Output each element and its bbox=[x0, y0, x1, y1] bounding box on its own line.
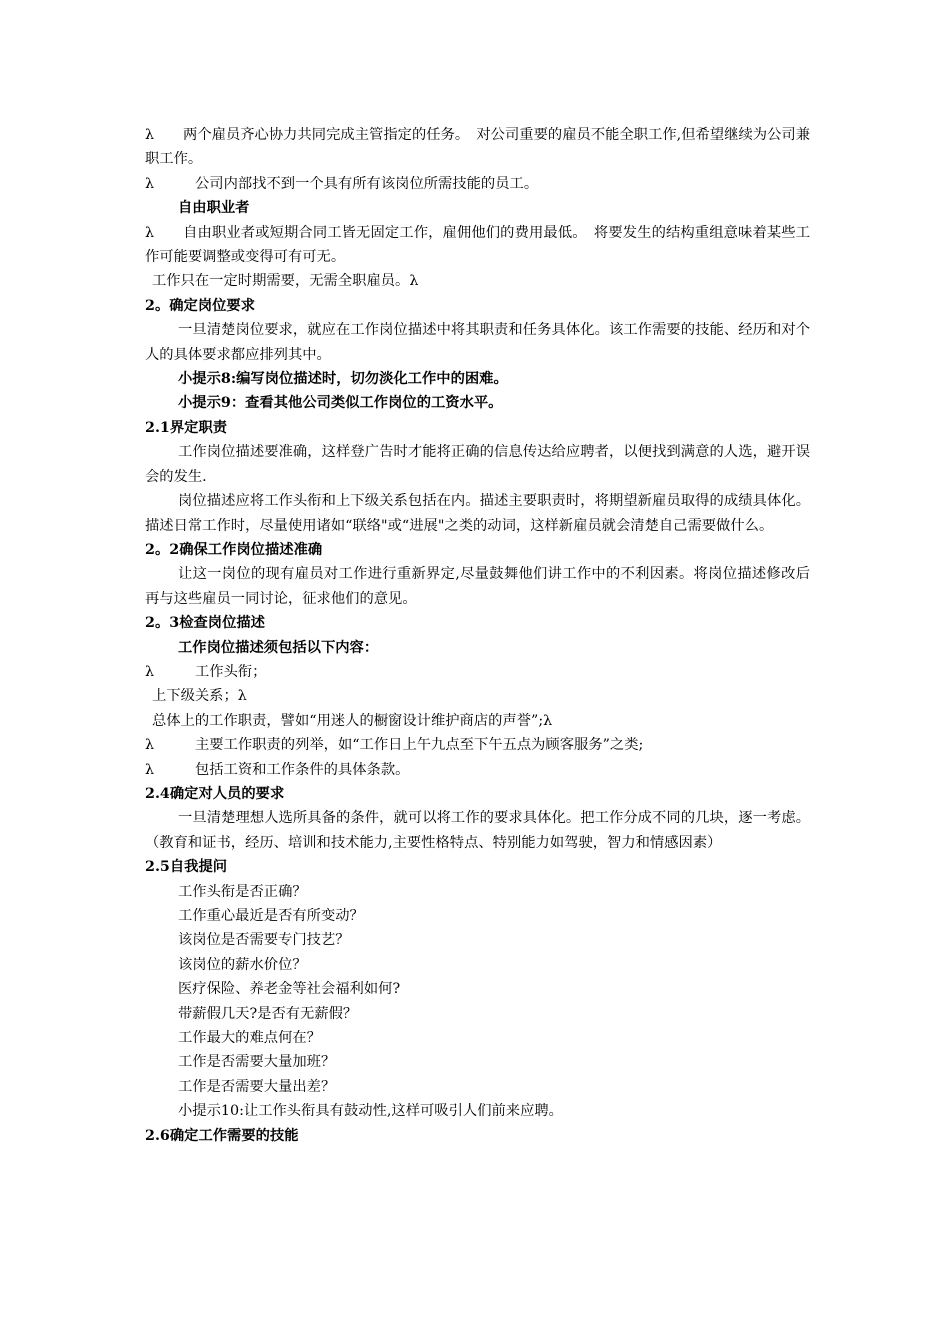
bullet-marker: λ bbox=[145, 224, 155, 241]
subheading: 自由职业者 bbox=[178, 200, 250, 217]
document-body bbox=[145, 123, 810, 1148]
question-line: 工作是否需要大量加班？ bbox=[178, 1054, 336, 1071]
paragraph: 岗位描述应将工作头衔和上下级关系包括在内。描述主要职责时，将期望新雇员取得的成绩具体化。描述日常工作时，尽量使用诸如“联络"或“进展"之类的动词，这样新雇员就会清楚自己需要做什么。 bbox=[145, 493, 810, 534]
tip-line: 小提示10:让工作头衔具有鼓动性,这样可吸引人们前来应聘。 bbox=[178, 1103, 563, 1120]
bullet-marker: λ bbox=[145, 761, 155, 778]
section-heading: 2。2确保工作岗位描述准确 bbox=[145, 541, 323, 558]
section-heading: 2.4确定对人员的要求 bbox=[145, 785, 285, 802]
bullet-text: 主要工作职责的列举，如“工作日上午九点至下午五点为顾客服务”之类; bbox=[195, 737, 644, 754]
bullet-text: 自由职业者或短期合同工皆无固定工作，雇佣他们的费用最低。 将要发生的结构重组意味着某些工作可能要调整或变得可有可无。 bbox=[145, 224, 810, 266]
bullet-item bbox=[145, 758, 810, 782]
section-heading: 2.1界定职责 bbox=[145, 419, 228, 436]
question-line: 带薪假几天?是否有无薪假？ bbox=[178, 1005, 358, 1022]
bullet-item bbox=[145, 172, 810, 196]
paragraph: 一旦清楚岗位要求，就应在工作岗位描述中将其职责和任务具体化。该工作需要的技能、经历和对个人的具体要求都应排列其中。 bbox=[145, 322, 810, 363]
bullet-marker: λ bbox=[145, 737, 155, 754]
bullet-text: 包括工资和工作条件的具体条款。 bbox=[195, 761, 410, 778]
tip-line: 工作岗位描述须包括以下内容： bbox=[178, 639, 379, 656]
section-heading: 2.6确定工作需要的技能 bbox=[145, 1127, 299, 1144]
text-line: 总体上的工作职责，譬如“用迷人的橱窗设计维护商店的声誉”;λ bbox=[152, 712, 553, 729]
bullet-item bbox=[145, 660, 810, 684]
question-line: 医疗保险、养老金等社会福利如何? bbox=[178, 981, 401, 998]
question-line: 该岗位的薪水价位？ bbox=[178, 956, 307, 973]
section-heading: 2.5自我提问 bbox=[145, 859, 228, 876]
paragraph: 工作岗位描述要准确，这样登广告时才能将正确的信息传达给应聘者，以便找到满意的人选，避开误会的发生. bbox=[145, 444, 810, 485]
bullet-text: 公司内部找不到一个具有所有该岗位所需技能的员工。 bbox=[195, 175, 539, 192]
bullet-marker: λ bbox=[145, 663, 155, 680]
paragraph: 一旦清楚理想人选所具备的条件，就可以将工作的要求具体化。把工作分成不同的几块，逐一考虑。（教育和证书，经历、培训和技术能力,主要性格特点、特别能力如驾驶，智力和情感因素） bbox=[145, 810, 810, 851]
section-heading: 2。确定岗位要求 bbox=[145, 297, 256, 314]
bullet-marker: λ bbox=[145, 127, 155, 143]
bullet-text: 两个雇员齐心协力共同完成主管指定的任务。 对公司重要的雇员不能全职工作,但希望继续为公司兼职工作。 bbox=[145, 127, 810, 168]
bullet-item bbox=[145, 733, 810, 757]
question-line: 工作最大的难点何在？ bbox=[178, 1030, 321, 1047]
paragraph: 让这一岗位的现有雇员对工作进行重新界定,尽量鼓舞他们讲工作中的不利因素。将岗位描述修改后再与这些雇员一同讨论，征求他们的意见。 bbox=[145, 566, 810, 607]
tip-line: 小提示8:编写岗位描述时，切勿淡化工作中的困难。 bbox=[178, 371, 508, 388]
question-line: 工作重心最近是否有所变动？ bbox=[178, 908, 364, 924]
text-line: 上下级关系；λ bbox=[152, 688, 247, 705]
question-line: 工作头衔是否正确？ bbox=[178, 883, 307, 900]
question-line: 该岗位是否需要专门技艺？ bbox=[178, 932, 350, 949]
bullet-paragraph bbox=[145, 123, 810, 172]
text-line: 工作只在一定时期需要，无需全职雇员。λ bbox=[152, 273, 419, 290]
section-heading: 2。3检查岗位描述 bbox=[145, 615, 265, 632]
bullet-paragraph bbox=[145, 221, 810, 270]
tip-line: 小提示9：查看其他公司类似工作岗位的工资水平。 bbox=[178, 395, 503, 412]
bullet-marker: λ bbox=[145, 175, 155, 192]
bullet-text: 工作头衔； bbox=[195, 663, 267, 680]
question-line: 工作是否需要大量出差？ bbox=[178, 1078, 336, 1095]
